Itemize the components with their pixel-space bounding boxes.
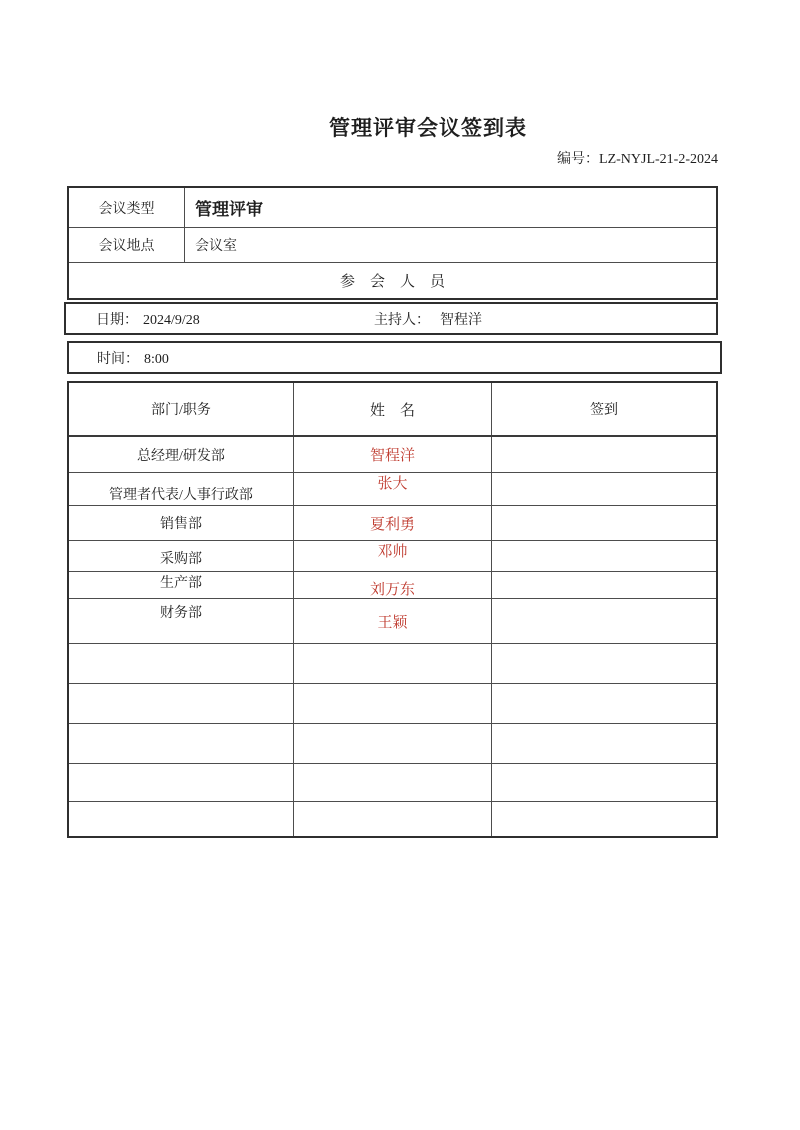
attendees-banner: 参 会 人 员 [339, 274, 445, 290]
department-cell [69, 437, 294, 472]
time-label: 时间： [97, 351, 139, 367]
department-cell [69, 684, 294, 723]
meeting-type-value: 管理评审 [195, 200, 263, 219]
table-row [69, 541, 716, 572]
sign-cell [492, 684, 716, 723]
sign-cell [492, 644, 716, 683]
sign-cell [492, 764, 716, 801]
name-cell [294, 541, 492, 571]
table-row [69, 506, 716, 541]
meeting-place-value: 会议室 [195, 239, 237, 254]
department-cell [69, 802, 294, 836]
sign-cell [492, 572, 716, 598]
name-cell [294, 802, 492, 836]
header-sign [492, 383, 716, 435]
header-department: 部门/职务 [69, 383, 294, 435]
name-cell [294, 473, 492, 505]
table-row [69, 644, 716, 684]
name-cell [294, 572, 492, 598]
department-cell [69, 506, 294, 540]
meeting-type-label: 会议类型 [69, 188, 185, 227]
sign-cell [492, 724, 716, 763]
department-text: 生产部 [160, 576, 202, 591]
host-field [374, 304, 482, 333]
table-row [69, 764, 716, 802]
time-value: 8:00 [144, 351, 169, 367]
date-host-row [64, 302, 718, 335]
name-cell [294, 644, 492, 683]
department-cell [69, 599, 294, 643]
name-cell [294, 684, 492, 723]
sign-cell [492, 473, 716, 505]
name-cell [294, 724, 492, 763]
sign-cell [492, 599, 716, 643]
table-row [69, 724, 716, 764]
department-cell [69, 473, 294, 505]
name-cell [294, 764, 492, 801]
date-label: 日期： [96, 312, 138, 328]
page-title: 管理评审会议签到表 [329, 116, 527, 140]
department-text: 财务部 [160, 606, 202, 621]
attendee-name-text: 智程洋 [369, 448, 415, 464]
name-cell [294, 506, 492, 540]
sign-cell [492, 506, 716, 540]
date-value: 2024/9/28 [143, 312, 200, 328]
department-cell [69, 764, 294, 801]
attendee-name-text: 邓帅 [377, 543, 408, 560]
table-row [69, 802, 716, 836]
department-text: 总经理/研发部 [137, 448, 225, 464]
host-value: 智程洋 [440, 312, 482, 328]
header-name: 姓 名 [294, 383, 492, 435]
attendee-name-text: 王颖 [377, 614, 408, 631]
table-row [69, 437, 716, 473]
attendee-name-text: 夏利勇 [369, 516, 415, 533]
department-cell [69, 541, 294, 571]
name-cell [294, 437, 492, 472]
name-cell [294, 599, 492, 643]
host-label: 主持人： [374, 312, 430, 328]
meeting-type-row [69, 188, 716, 228]
meeting-type-value-cell [185, 188, 716, 227]
sign-cell [492, 541, 716, 571]
header-sign-text: 签到 [590, 403, 618, 418]
table-row [69, 572, 716, 599]
table-row [69, 599, 716, 644]
table-row [69, 473, 716, 506]
department-cell [69, 572, 294, 598]
attendee-name-text: 张大 [377, 475, 408, 492]
meeting-place-label: 会议地点 [69, 228, 185, 262]
department-text: 销售部 [160, 517, 202, 532]
department-text: 管理者代表/人事行政部 [109, 488, 253, 503]
sign-cell [492, 437, 716, 472]
meeting-place-row [69, 228, 716, 263]
meeting-info-box [67, 186, 718, 300]
table-header-row [69, 383, 716, 437]
department-text: 采购部 [160, 552, 202, 567]
time-field [69, 348, 169, 368]
sign-cell [492, 802, 716, 836]
time-row [67, 341, 722, 374]
department-cell [69, 644, 294, 683]
attendee-name-text: 刘万东 [369, 581, 415, 598]
doc-number: 编号：LZ-NYJL-21-2-2024 [557, 152, 718, 167]
table-row [69, 684, 716, 724]
date-field [66, 309, 200, 329]
department-cell [69, 724, 294, 763]
attendee-table [67, 381, 718, 838]
